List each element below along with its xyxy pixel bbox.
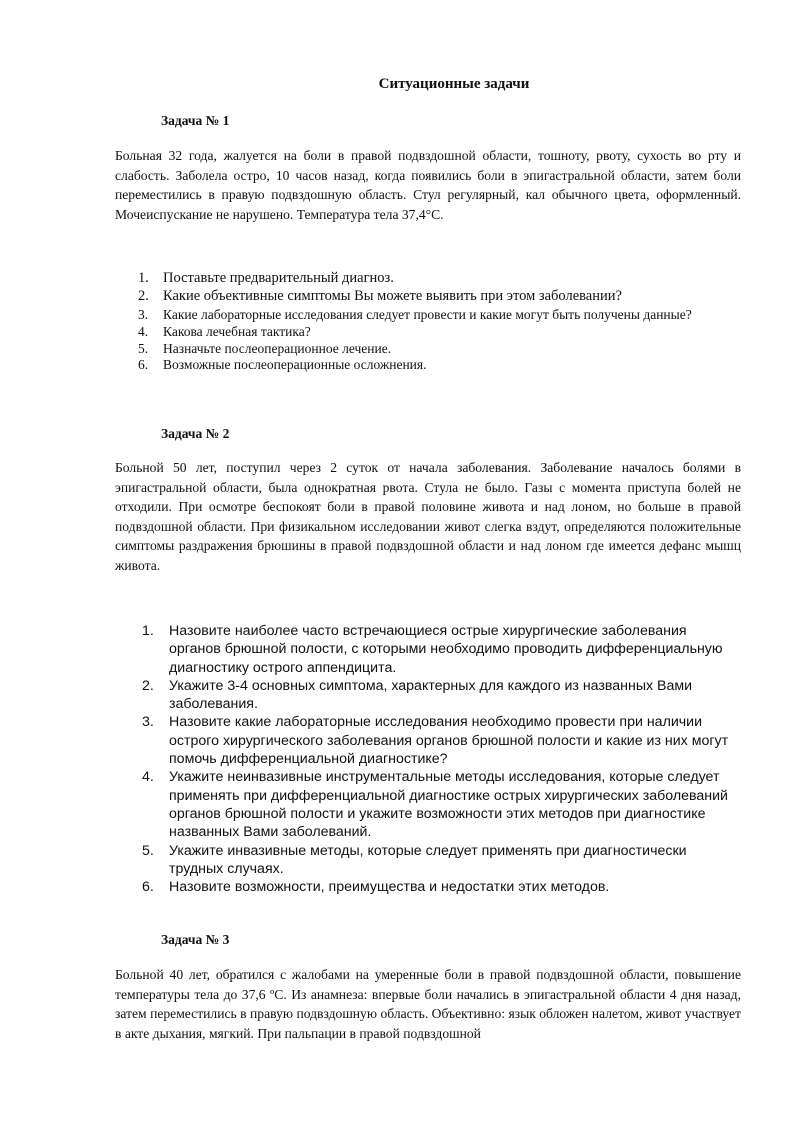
list-item bbox=[142, 768, 741, 841]
list-number: 4. bbox=[142, 769, 154, 786]
list-item bbox=[138, 270, 741, 288]
list-item bbox=[142, 878, 741, 896]
task-1-questions bbox=[138, 270, 741, 374]
list-number: 5. bbox=[138, 340, 149, 356]
list-item-text: Поставьте предварительный диагноз. bbox=[163, 270, 394, 286]
list-number: 3. bbox=[138, 307, 149, 322]
list-item-text: Какие лабораторные исследования следует провести и какие могут быть получены данные? bbox=[163, 307, 692, 322]
list-item bbox=[142, 677, 741, 714]
list-item bbox=[138, 340, 741, 358]
list-item bbox=[138, 307, 741, 324]
list-item-text: Укажите инвазивные методы, которые следует применять при диагностически трудных случаях. bbox=[169, 842, 687, 877]
list-number: 2. bbox=[142, 677, 154, 694]
list-number: 6. bbox=[138, 357, 149, 373]
task-1-heading: Задача № 1 bbox=[161, 113, 230, 128]
list-item bbox=[138, 287, 741, 306]
list-item bbox=[138, 323, 741, 341]
list-number: 4. bbox=[138, 323, 149, 339]
task-2-questions bbox=[142, 622, 741, 896]
list-item bbox=[138, 357, 741, 374]
list-item-text: Назовите какие лабораторные исследования необходимо провести при наличии острого хирургического заболевания органов брюшной полости и какие из них могут помочь дифференциальной диагностике? bbox=[169, 714, 729, 768]
list-item-text: Назовите возможности, преимущества и недостатки этих методов. bbox=[169, 879, 610, 896]
list-item-text: Какова лечебная тактика? bbox=[163, 323, 311, 339]
list-item-text: Укажите 3-4 основных симптома, характерных для каждого из названных Вами заболевания. bbox=[169, 677, 693, 713]
list-item bbox=[142, 713, 741, 768]
list-item bbox=[142, 622, 741, 677]
task-1-text: Больная 32 года, жалуется на боли в правой подвздошной области, тошноту, рвоту, сухость во рту и слабость. Заболела остро, 10 часов назад, когда появились боли в эпигастральной области, затем боли переместились в правую подвздошную область. Стул регулярный, кал обычного цвета, оформленный. Мочеиспускание не нарушено. Температура тела 37,4°С. bbox=[115, 148, 741, 222]
list-number: 2. bbox=[138, 287, 149, 304]
list-item bbox=[142, 842, 741, 879]
list-item-text: Какие объективные симптомы Вы можете выявить при этом заболевании? bbox=[163, 287, 622, 304]
list-number: 1. bbox=[142, 623, 154, 639]
task-2-heading: Задача № 2 bbox=[161, 426, 230, 441]
task-2-text: Больной 50 лет, поступил через 2 суток от начала заболевания. Заболевание началось болями в эпигастральной области, была однократная рвота. Стула не было. Газы с момента приступа болей не отходили. При осмотре беспокоят боли в правой половине живота и над лоном, но больше в правой подвздошной области. При физикальном исследовании живот слегка вздут, определяются положительные симптомы раздражения брюшины в правой подвздошной области и над лоном где имеется дефанс мышц живота. bbox=[115, 460, 741, 573]
list-number: 5. bbox=[142, 842, 154, 859]
list-number: 3. bbox=[142, 714, 154, 731]
list-number: 1. bbox=[138, 270, 149, 286]
task-3-heading: Задача № 3 bbox=[161, 932, 230, 947]
list-item-text: Укажите неинвазивные инструментальные методы исследования, которые следует применять при дифференциальной диагностике острых хирургических заболеваний органов брюшной полости и укажите возможности этих методов при диагностике названных Вами заболеваний. bbox=[169, 769, 728, 841]
document-title: Ситуационные задачи bbox=[378, 76, 530, 92]
list-item-text: Назначьте послеоперационное лечение. bbox=[163, 340, 392, 356]
list-number: 6. bbox=[142, 879, 154, 896]
list-item-text: Возможные послеоперационные осложнения. bbox=[163, 357, 427, 373]
list-item-text: Назовите наиболее часто встречающиеся острые хирургические заболевания органов брюшной полости, с которыми необходимо проводить дифференциальную диагностику острого аппендицита. bbox=[169, 623, 723, 676]
task-3-text: Больной 40 лет, обратился с жалобами на умеренные боли в правой подвздошной области, повышение температуры тела до 37,6 ºС. Из анамнеза: впервые боли начались в эпигастральной области 4 дня назад, затем переместились в правую подвздошную область. Объективно: язык обложен налетом, живот участвует в акте дыхания, мягкий. При пальпации в правой подвздошной bbox=[115, 967, 741, 1041]
